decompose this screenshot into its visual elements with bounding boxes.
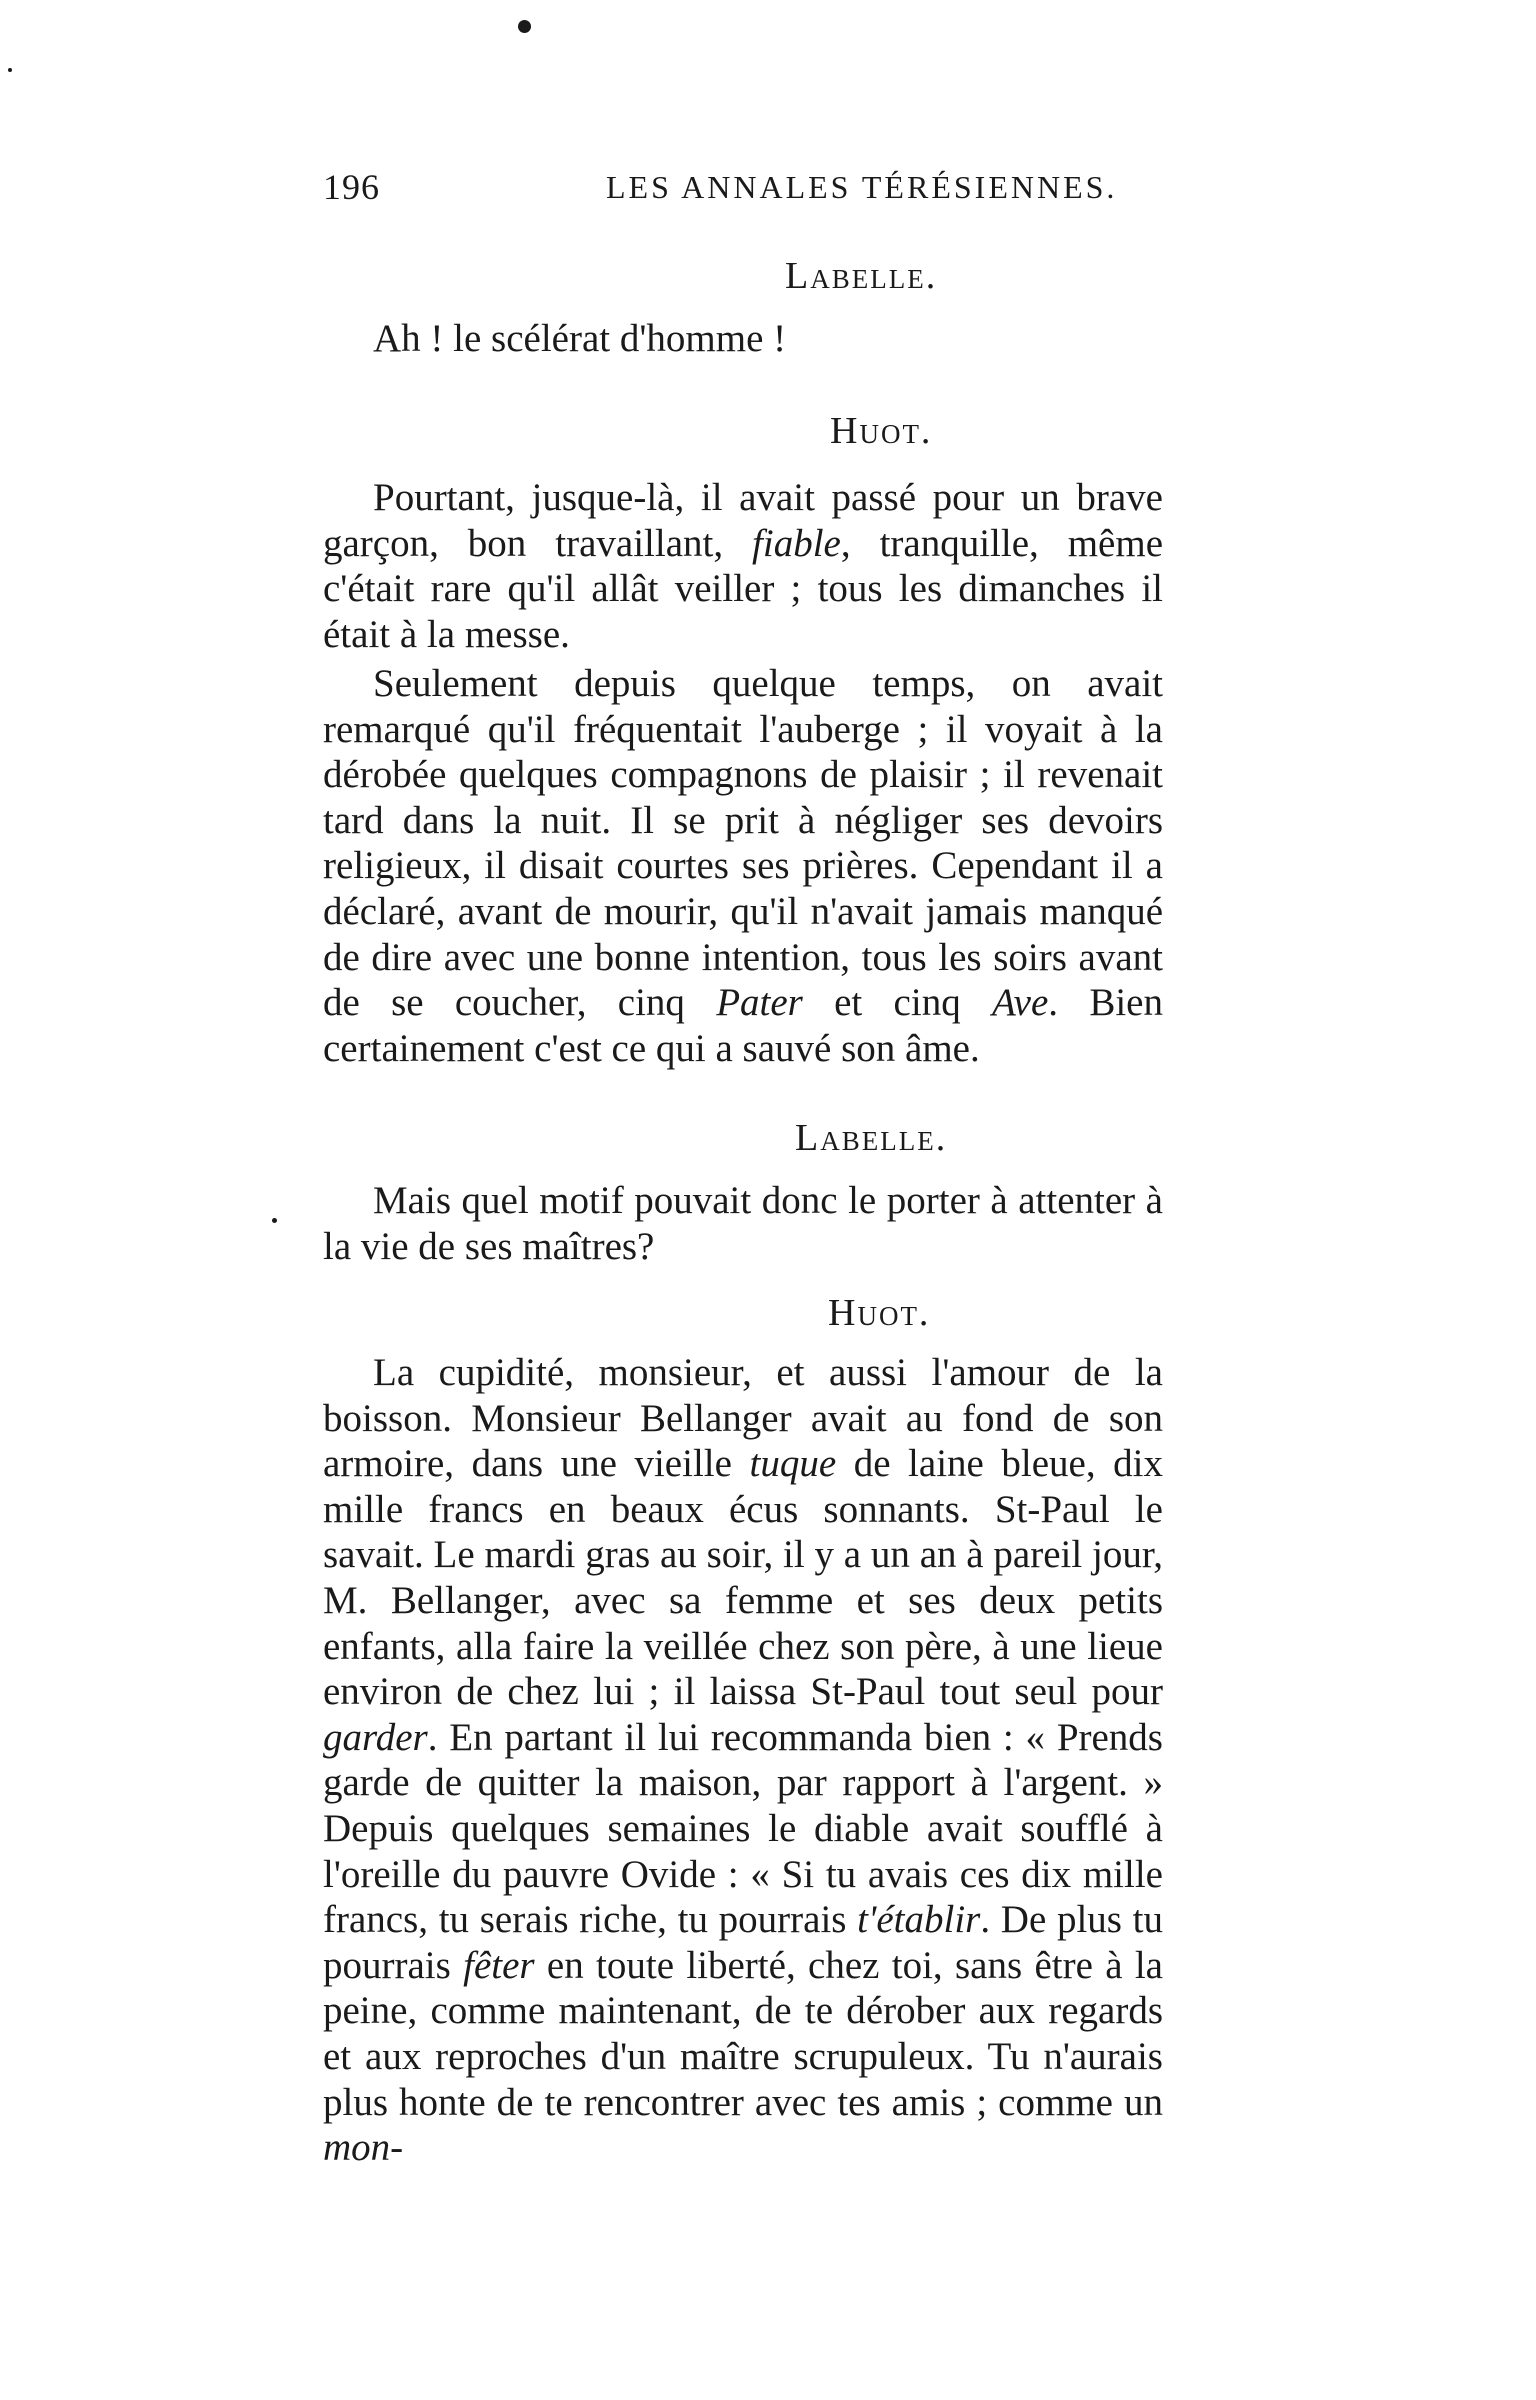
speaker-name: Labelle. <box>785 255 938 297</box>
speaker-name: Huot. <box>830 410 933 452</box>
emphasis: t'établir <box>857 1898 981 1942</box>
emphasis: tuque <box>749 1442 837 1486</box>
emphasis: Ave <box>991 981 1049 1025</box>
emphasis: mon- <box>323 2126 404 2170</box>
ink-speck <box>8 68 12 72</box>
dialogue-paragraph: Ah ! le scélérat d'homme ! <box>373 317 787 360</box>
emphasis: fiable <box>752 521 841 565</box>
emphasis: fêter <box>463 1943 535 1987</box>
page-header <box>323 162 1163 212</box>
dialogue-paragraph: Seulement depuis quelque temps, on avait remarqué qu'il fréquentait l'auberge ; il voyait à la dérobée quelques compagnons de plaisir ; il revenait tard dans la nuit. Il se prit à négliger ses devoirs religieux, il disait courtes ses prières. Cependant il a déclaré, avant de mourir, qu'il n'avait jamais manqué de dire avec une bonne intention, tous les soirs avant de se coucher, cinq Pater et cinq Ave. Bien certainement c'est ce qui a sauvé son âme. <box>323 662 1163 1070</box>
emphasis: Pater <box>716 981 803 1025</box>
running-head: LES ANNALES TÉRÉSIENNES. <box>606 169 1118 205</box>
emphasis: garder <box>323 1715 428 1759</box>
ink-speck <box>518 20 531 33</box>
page-number: 196 <box>323 167 380 207</box>
speaker-name: Huot. <box>828 1292 931 1334</box>
dialogue-paragraph: La cupidité, monsieur, et aussi l'amour de la boisson. Monsieur Bellanger avait au fond de son armoire, dans une vieille tuque de laine bleue, dix mille francs en beaux écus sonnants. St-Paul le savait. Le mardi gras au soir, il y a un an à pareil jour, M. Bellanger, avec sa femme et ses deux petits enfants, alla faire la veillée chez son père, à une lieue environ de chez lui ; il laissa St-Paul tout seul pour garder. En partant il lui recommanda bien : « Prends garde de quitter la maison, par rapport à l'argent. » Depuis quelques semaines le diable avait soufflé à l'oreille du pauvre Ovide : « Si tu avais ces dix mille francs, tu serais riche, tu pourrais t'établir. De plus tu pourrais fêter en toute liberté, chez toi, sans être à la peine, comme maintenant, de te dérober aux regards et aux reproches d'un maître scrupuleux. Tu n'aurais plus honte de te rencontrer avec tes amis ; comme un mon- <box>323 1351 1164 2170</box>
dialogue-paragraph: Pourtant, jusque-là, il avait passé pour un brave garçon, bon travaillant, fiable, tranquille, même c'était rare qu'il allât veiller ; tous les dimanches il était à la messe. <box>323 476 1164 656</box>
dialogue-paragraph: Mais quel motif pouvait donc le porter à attenter à la vie de ses maîtres? <box>323 1179 1163 1268</box>
speaker-name: Labelle. <box>795 1117 948 1159</box>
ink-speck <box>272 1218 277 1223</box>
